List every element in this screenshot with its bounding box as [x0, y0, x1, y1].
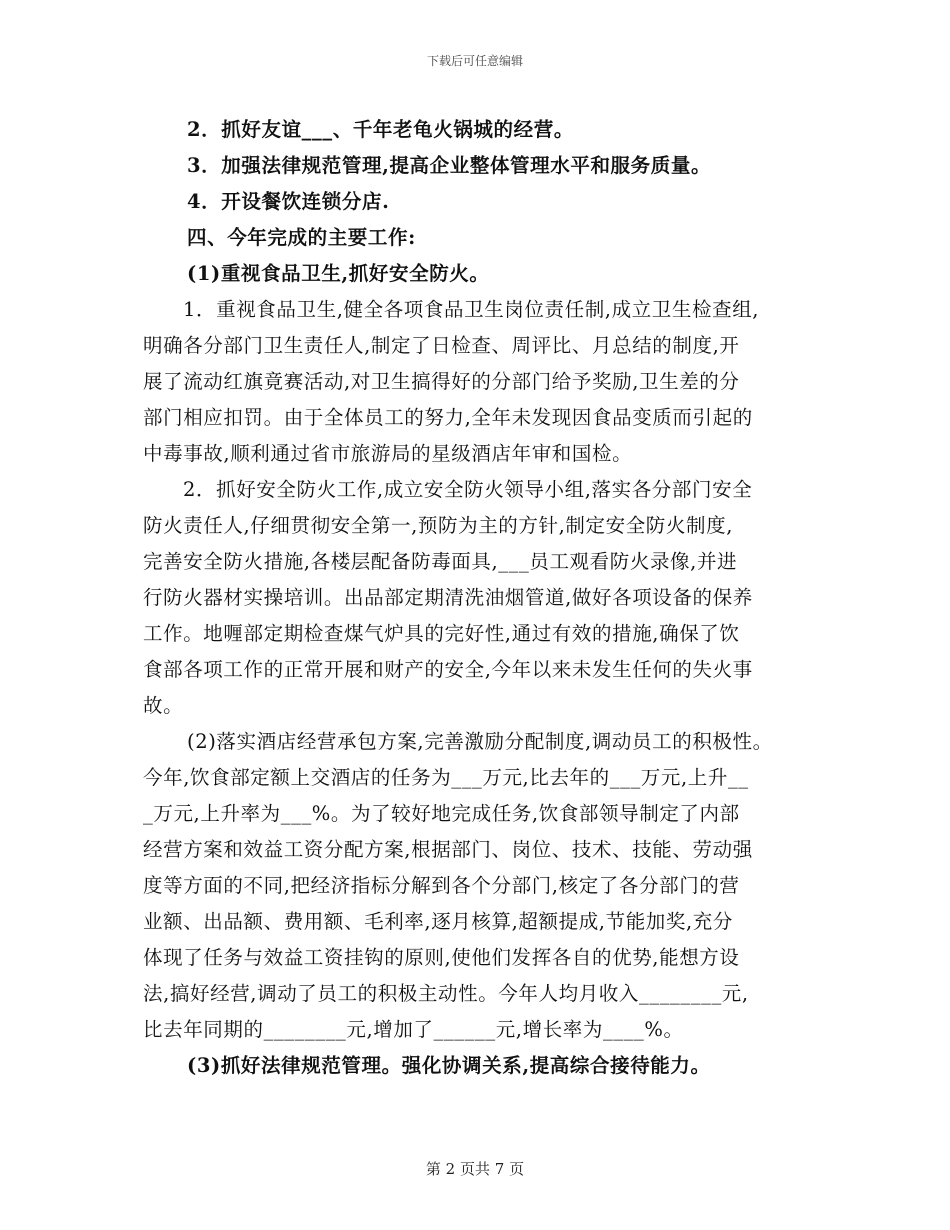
text-line: 明确各分部门卫生责任人,制定了日检查、周评比、月总结的制度,开	[143, 334, 740, 357]
text-line: 行防火器材实操培训。出品部定期清洗油烟管道,做好各项设备的保养	[143, 586, 753, 609]
document-body	[143, 112, 823, 1084]
text-line: 防火责任人,仔细贯彻安全第一,预防为主的方针,制定安全防火制度,	[143, 514, 733, 537]
text-line: 1．重视食品卫生,健全各项食品卫生岗位责任制,成立卫生检查组,	[183, 298, 760, 321]
text-line: 工作。地喱部定期检查煤气炉具的完好性,通过有效的措施,确保了饮	[143, 622, 740, 645]
text-line: 比去年同期的________元,增加了______元,增长率为____%。	[143, 1018, 684, 1041]
text-line: 故。	[143, 694, 184, 717]
text-line: 业额、出品额、费用额、毛利率,逐月核算,超额提成,节能加奖,充分	[143, 910, 733, 933]
text-line: (3)抓好法律规范管理。强化协调关系,提高综合接待能力。	[187, 1054, 711, 1077]
text-line: 度等方面的不同,把经济指标分解到各个分部门,核定了各分部门的营	[143, 874, 740, 897]
text-line: 2．抓好友谊___、千年老龟火锅城的经营。	[187, 118, 574, 141]
text-line: 展了流动红旗竟赛活动,对卫生搞得好的分部门给予奖励,卫生差的分	[143, 370, 740, 393]
text-line: 法,搞好经营,调动了员工的积极主动性。今年人均月收入________元,	[143, 982, 749, 1005]
text-line: 体现了任务与效益工资挂钩的原则,使他们发挥各自的优势,能想方设	[143, 946, 740, 969]
text-line: 4．开设餐饮连锁分店.	[187, 190, 390, 213]
text-line: 2．抓好安全防火工作,成立安全防火领导小组,落实各分部门安全	[183, 478, 753, 501]
text-line: 完善安全防火措施,各楼层配备防毒面具,___员工观看防火录像,并进	[143, 550, 738, 573]
page-header: 下载后可任意编辑	[426, 54, 523, 68]
text-line: 今年,饮食部定额上交酒店的任务为___万元,比去年的___万元,上升__	[143, 766, 749, 789]
text-line: 中毒事故,顺利通过省市旅游局的星级酒店年审和国检。	[143, 442, 633, 465]
text-line: 3．加强法律规范管理,提高企业整体管理水平和服务质量。	[187, 154, 712, 177]
text-line: 食部各项工作的正常开展和财产的安全,今年以来未发生任何的失火事	[143, 658, 753, 681]
text-line: (1)重视食品卫生,抓好安全防火。	[187, 262, 490, 285]
text-line: 四、今年完成的主要工作:	[187, 226, 416, 249]
text-line: _万元,上升率为___%。为了较好地完成任务,饮食部领导制定了内部	[143, 802, 740, 825]
text-line: 部门相应扣罚。由于全体员工的努力,全年未发现因食品变质而引起的	[143, 406, 753, 429]
text-line: 经营方案和效益工资分配方案,根据部门、岗位、技术、技能、劳动强	[143, 838, 753, 861]
text-line: (2)落实酒店经营承包方案,完善激励分配制度,调动员工的积极性。	[187, 730, 773, 753]
page-footer: 第 2 页共 7 页	[425, 1160, 525, 1178]
